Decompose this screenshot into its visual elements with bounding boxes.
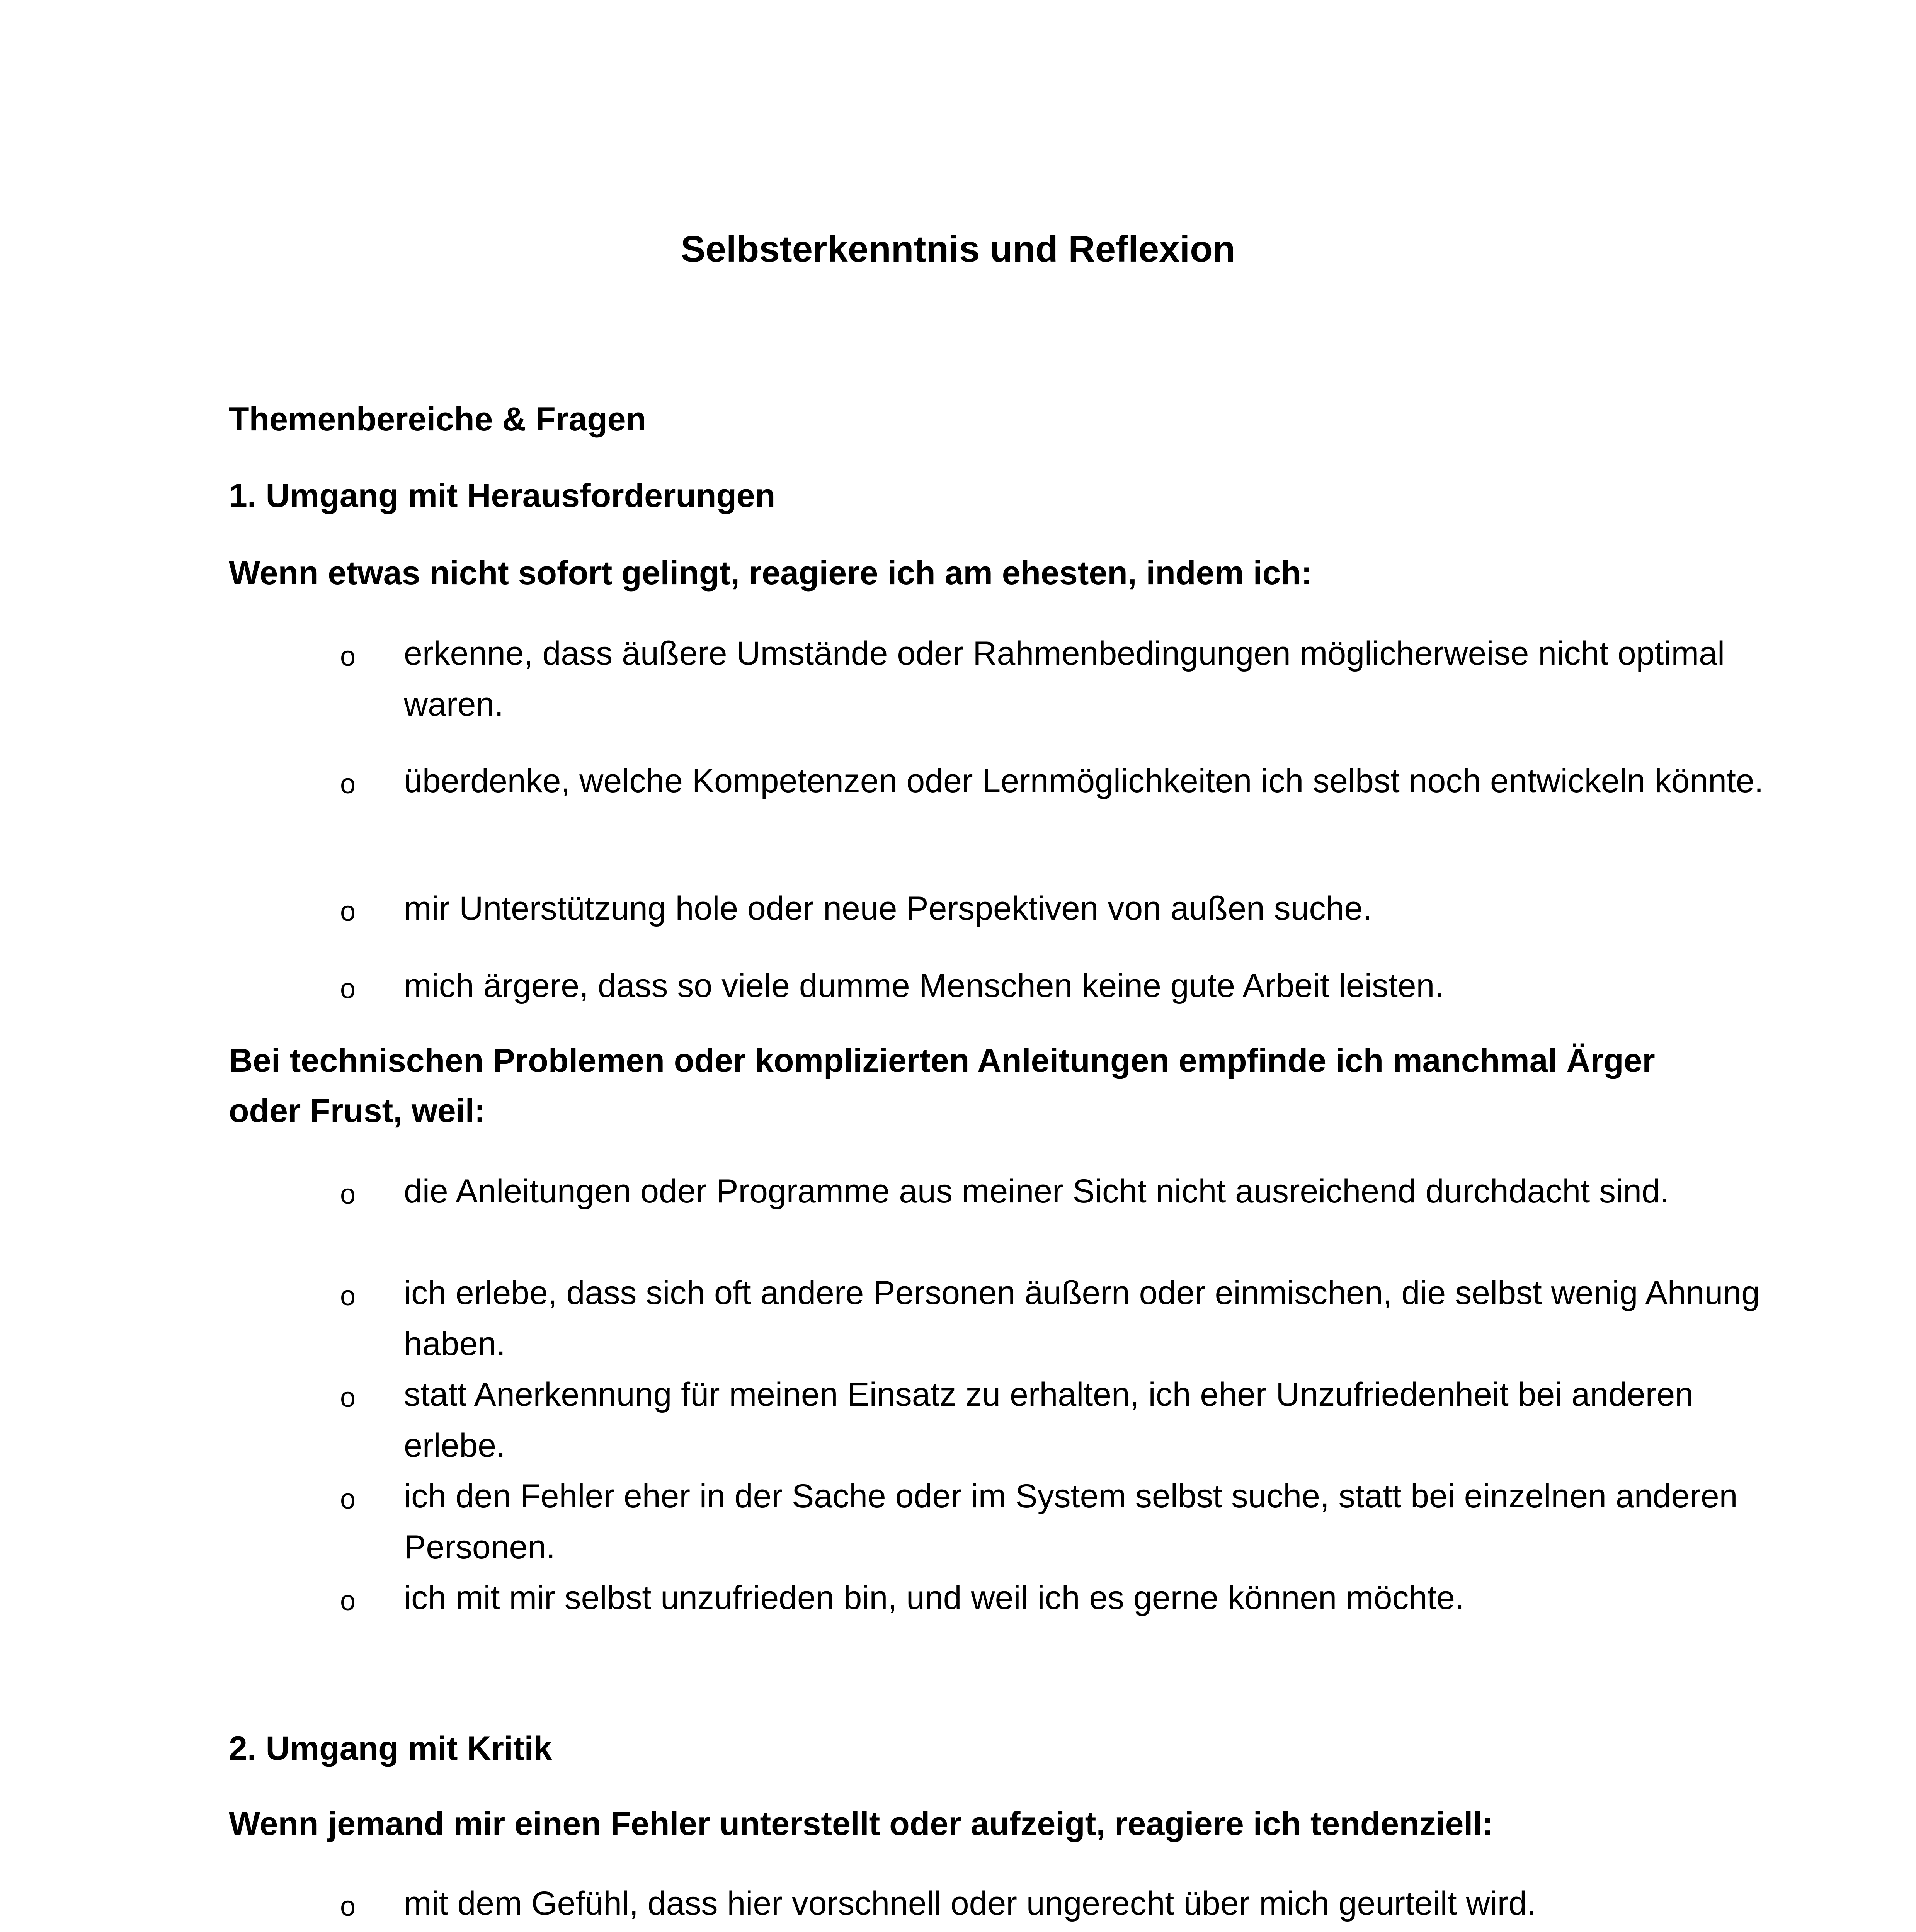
bullet-icon: o bbox=[340, 641, 356, 672]
option-text: mir Unterstützung hole oder neue Perspektiven von außen suche. bbox=[404, 890, 1372, 927]
list-item bbox=[340, 1572, 1772, 1623]
option-text: mit dem Gefühl, dass hier vorschnell oder ungerecht über mich geurteilt wird. bbox=[404, 1885, 1537, 1922]
option-text: die Anleitungen oder Programme aus meiner Sicht nicht ausreichend durchdacht sind. bbox=[404, 1173, 1669, 1210]
option-text: überdenke, welche Kompetenzen oder Lernmöglichkeiten ich selbst noch entwickeln könnte. bbox=[404, 762, 1764, 799]
option-text: erkenne, dass äußere Umstände oder Rahmenbedingungen möglicherweise nicht optimal waren. bbox=[404, 635, 1725, 723]
bullet-icon: o bbox=[340, 973, 356, 1004]
section2-heading: 2. Umgang mit Kritik bbox=[229, 1730, 552, 1767]
section1-question1: Wenn etwas nicht sofort gelingt, reagiere ich am ehesten, indem ich: bbox=[229, 554, 1312, 592]
list-item bbox=[340, 628, 1772, 730]
section1-heading: 1. Umgang mit Herausforderungen bbox=[229, 477, 776, 514]
list-item bbox=[340, 1369, 1772, 1471]
option-text: statt Anerkennung für meinen Einsatz zu erhalten, ich eher Unzufriedenheit bei anderen erlebe. bbox=[404, 1376, 1693, 1464]
section-heading: Themenbereiche & Fragen bbox=[229, 401, 647, 438]
list-item bbox=[340, 1471, 1772, 1573]
document-title: Selbsterkenntnis und Reflexion bbox=[681, 228, 1235, 270]
bullet-icon: o bbox=[340, 1484, 356, 1515]
bullet-icon: o bbox=[340, 1281, 356, 1311]
section2-question1: Wenn jemand mir einen Fehler unterstellt oder aufzeigt, reagiere ich tendenziell: bbox=[229, 1805, 1493, 1842]
option-text: ich mit mir selbst unzufrieden bin, und weil ich es gerne können möchte. bbox=[404, 1579, 1464, 1616]
option-text: ich erlebe, dass sich oft andere Personen äußern oder einmischen, die selbst wenig Ahnung haben. bbox=[404, 1274, 1760, 1362]
option-text: mich ärgere, dass so viele dumme Menschen keine gute Arbeit leisten. bbox=[404, 967, 1444, 1004]
bullet-icon: o bbox=[340, 1585, 356, 1616]
list-item bbox=[340, 1166, 1772, 1217]
list-item bbox=[340, 960, 1772, 1011]
bullet-icon: o bbox=[340, 896, 356, 927]
list-item bbox=[340, 1267, 1772, 1369]
list-item bbox=[340, 883, 1772, 934]
list-item bbox=[340, 1878, 1772, 1929]
bullet-icon: o bbox=[340, 1179, 356, 1210]
section1-question2: Bei technischen Problemen oder komplizierten Anleitungen empfinde ich manchmal Ärger oder Frust, weil: bbox=[229, 1042, 1655, 1129]
option-text: ich den Fehler eher in der Sache oder im System selbst suche, statt bei einzelnen anderen Personen. bbox=[404, 1478, 1738, 1566]
bullet-icon: o bbox=[340, 769, 356, 799]
bullet-icon: o bbox=[340, 1382, 356, 1413]
list-item bbox=[340, 755, 1772, 806]
bullet-icon: o bbox=[340, 1891, 356, 1922]
